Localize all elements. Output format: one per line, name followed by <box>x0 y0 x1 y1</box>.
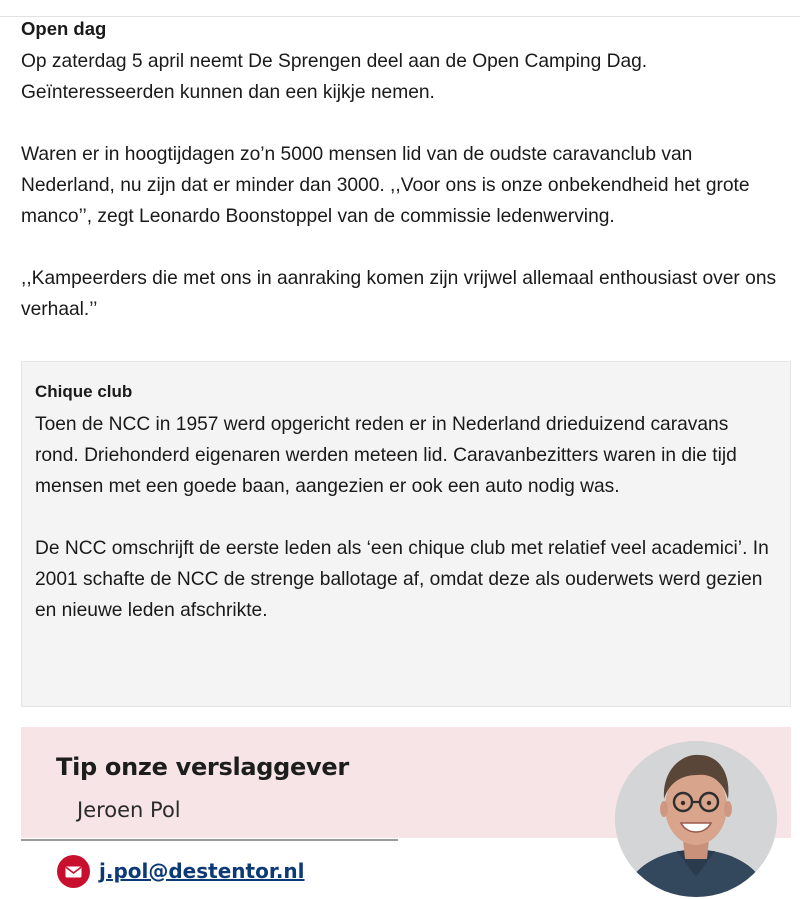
article-paragraph: Waren er in hoogtijdagen zo’n 5000 mensen lid van de oudste caravanclub van Nederland, nu zijn dat er minder dan 3000. ,,Voor ons is onze onbekendheid het grote manco’’, zegt Leonardo Boonstoppel van de commissie ledenwerving. <box>21 144 750 227</box>
tip-title: Tip onze verslaggever <box>56 753 349 781</box>
info-box <box>21 361 791 707</box>
envelope-glyph <box>65 866 82 878</box>
info-box-paragraph: De NCC omschrijft de eerste leden als ‘een chique club met relatief veel academici’. In 2001 schafte de NCC de strenge ballotage af, omdat deze als ouderwets werd gezien en nieuwe leden afschrikte. <box>35 538 769 621</box>
info-box-paragraph: Toen de NCC in 1957 werd opgericht reden er in Nederland drieduizend caravans rond. Driehonderd eigenaren werden meteen lid. Caravanbezitters waren in die tijd mensen met een goede baan, aangezien er ook een auto nodig was. <box>35 414 737 497</box>
mail-icon[interactable] <box>57 855 90 888</box>
article-paragraph: ,,Kampeerders die met ons in aanraking komen zijn vrijwel allemaal enthousiast over ons verhaal.’’ <box>21 268 777 320</box>
tip-divider <box>21 839 398 841</box>
reporter-photo <box>615 741 777 897</box>
article-body <box>21 18 791 356</box>
section-heading: Open dag <box>21 18 107 39</box>
reporter-email-link[interactable]: j.pol@destentor.nl <box>99 859 305 883</box>
reporter-name: Jeroen Pol <box>77 798 181 822</box>
top-divider <box>0 0 800 17</box>
article-paragraph: Op zaterdag 5 april neemt De Sprengen deel aan de Open Camping Dag. Geïnteresseerden kunnen dan een kijkje nemen. <box>21 51 648 103</box>
info-box-heading: Chique club <box>35 382 133 401</box>
reporter-portrait-illustration <box>615 741 777 897</box>
